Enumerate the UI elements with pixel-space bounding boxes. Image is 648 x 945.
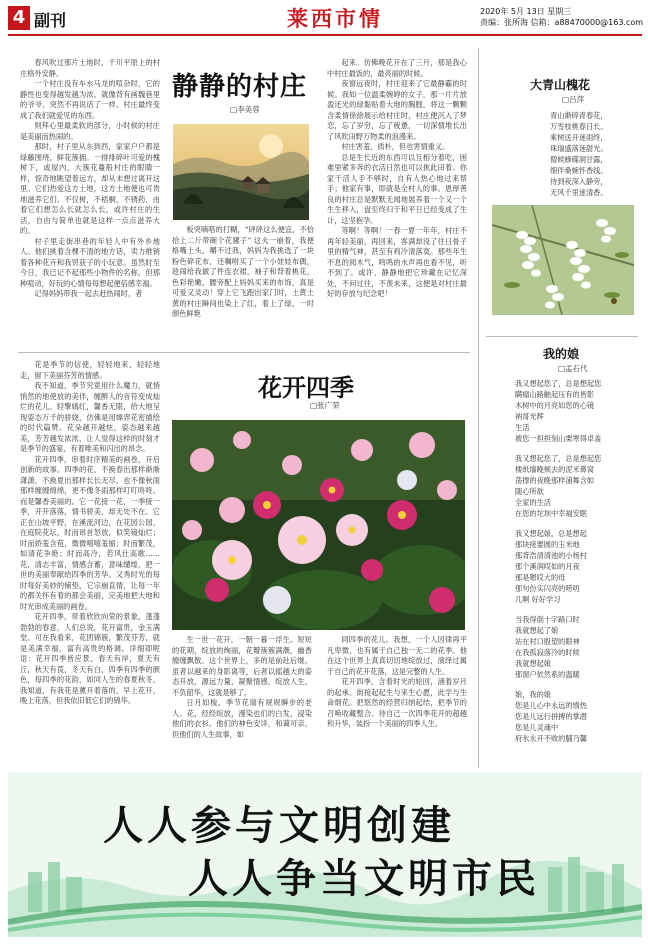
slogan-line-2: 人人争当文明市民 <box>188 855 540 902</box>
poem-line: 当我得倒十字路口时 <box>515 615 580 624</box>
stanza-gap <box>515 444 640 453</box>
stanza-gap <box>515 605 640 614</box>
paragraph: 生一世一花开，一朝一暮一浮生。短短的花期，绽放的绚丽，花瓣簇簇满潮，幽香缠缠飘散。这个世界上，多的是前赴后继。虽者以越来的身影离等，后者以摇越大的姿态开放，源远力量，凝聚情感，绽放人生，不负韶华，这就是够了。 <box>172 635 312 697</box>
poem-line: 僧候蜂碟洞甘露， <box>550 155 608 164</box>
paragraph: 等啊！等啊！一春一夏一年年，村庄不再年轻美丽，再回来，客满却没了往日骨子里的精气神，甚至有鸡冷清落寞。那些年生不息的阅木气，鸣鸣的水声再也看不见，听不到了。或许，静静地把它珍藏在记忆深处，不问过往，不羡未来，这便是对村庄最好的存放与纪念吧！ <box>327 226 467 298</box>
poem-line: 我又想起您了，总是想起您 <box>515 454 602 463</box>
section-divider-right <box>486 336 638 337</box>
page-header <box>0 0 648 40</box>
poem-line: 楼纸墙晚颊去的泥米鼻窝 <box>515 465 595 474</box>
paragraph: 花开四季，串着时序精美的画卷，开启创新的故事。四季的花，不换春出那样渐渐潇潇，不换夏出那样长长无尽，也不像秋雨那样缠缠绵绵，更不像冬雨那样叮叮咚咚。而是馨香美丽的。它一花接一花，一季接一季，开开落落，情书骄美，却无处不在。它正在山坡平野，在溪流河边，在花园公园，在庭院花坛，时而昂首怒放，似笑镜灿烂；时而娇羞含苞，微微嘻嘻羞缩；时而繁茂，如清花争艳；时而高冷，若风仕高歌……花，清志丰富，情感含蓄，意味缱绻，把一世的美丽奉献给四季的芳华。又秀时光的每时每好美妙的铺垫，它宗崩直情，让每一年的都关怀有着的都会美丽，完美地把大地和时光串成美丽的画卷。 <box>20 454 160 611</box>
poem-line: 全家的生活 <box>515 498 551 507</box>
paragraph: 我不知道，季节究竟用什么魔力，就悄悄然的地使放的美伴，缠醉人的音符变成灿烂的花儿。轻擎嫣红，馨香无限，给大地呈现姿态万千的骄娆，仿佛是用嫦羿花密描绘的时代篇赞。花朵越开越炫，姿态越来越美，芳芳越发浓浓，让人觉得这样的时刻才是季节的盛宴，有着唯美和闪出的昂念。 <box>20 381 160 453</box>
poem-line: 被您一担担刻山栗寒得卓盖 <box>515 434 602 443</box>
cosmos-flowers-photo <box>172 420 465 630</box>
paragraph: 村子里走街串巷的年轻人中有外乡地人。他们挑着含棵不清的地方话，卖力推销着各种花卉和我贸获子的小玩意。虽然时至今日，我已记不起那些小物件的名称，但那种喧动，好玩的心情每每想起便倍感幸福。 <box>20 236 160 288</box>
poem-line: 生活 <box>515 423 530 432</box>
paragraph: 板突嘀嗒的打糊，“砰砰这么便宜，不恰拾上二斤带碗个花骡子” 这火一崩着，我便格嘴上头，嚼不过我，妈妈为我挑选了一块粉色碎花布，还嘱咐买了一个小娃娃布偶，趁闹给我做了件连衣裙，袖子和背着桃花，色彩艳嫩，腰旁配上妈妈买来的布饰，真是可爱又灵动！穿上它飞跑出家门时，土黄土黄的村庄瞬间也染上了红，着上了绿，一时颜色鲜艳 <box>172 225 314 318</box>
article1-column3 <box>327 58 467 350</box>
civilization-slogan-banner <box>8 772 642 937</box>
paragraph: 日月如梭，季节花瑞有规规瞬步的老人。花，经经绽放，漫染也们的白发，浸染他们的衣衫。他们的神色安详，和蔼可亲，但他们的人生故事，如 <box>172 698 312 739</box>
paragraph: 春风吹过那片土地时，千川平原上的村庄格外安静。 <box>20 58 160 78</box>
poem-line: 青山渐碎青春花， <box>550 111 608 120</box>
poem-line: 那个溪润哎如的月夜 <box>515 562 580 571</box>
locust-blossom-photo <box>492 205 634 315</box>
poem-line: 那背浩清清池的小杨村 <box>515 551 587 560</box>
poem1-author: □吕萍 <box>562 95 585 104</box>
article1-column2 <box>172 225 314 349</box>
poem1-title: 大青山槐花 <box>530 78 591 92</box>
poem-line: 我又想起您了，总是想起您 <box>515 379 602 388</box>
paragraph: 同四季的花儿。我想，一个人因律再平凡卑微，也有属于自己独一无二的花季。他在这个世界上真真切切地绽放过，演绎过属于自己的花开花落，这是完整的人生。 <box>327 635 467 676</box>
paragraph: 村庄害羞，质朴，但也害情重义。 <box>341 142 450 151</box>
poem-line: 几啊 好好学习 <box>515 595 561 604</box>
header-rule <box>8 34 642 36</box>
poem-line: 在我孤寂落冷的时候 <box>515 648 580 657</box>
poem-line: 荡撑的夜晚那样浦舞含如 <box>515 476 595 485</box>
poem-line: 万雪枝桃春日长。 <box>550 122 608 131</box>
poem-line: 那块接要圆的玉米地 <box>515 540 580 549</box>
poem-line: 您是儿心中永远的惰热 <box>515 701 587 710</box>
article1-title: 静静的村庄 <box>172 72 308 102</box>
paragraph: 起来。仿佛晚花开在了三月，那是我心中村庄最饭的，最亮丽的时候。 <box>327 58 467 78</box>
section-divider <box>18 352 470 353</box>
poem-line: 在您的坨坝中幸福安眠 <box>515 509 587 518</box>
poem2-title: 我的娘 <box>543 347 580 361</box>
poem-line: 那句份实闪亮的唠叨 <box>515 584 580 593</box>
paragraph: 花开四季，带着欣欣向荣的景象，蓬蓬勃勃的春意，人们总说，花开富贵，金玉满堂。可在我看来，花团锦簇，繁茂芬芳，就是美满幸福，富有高贵的格调。详细即呢语：花开四季皆应景，春天有岸，夏天有丘，秋天有莨，冬天有白，四季有四季的颜色，每四季的花韵，如同人生的春夏秋冬，我知道，有我花是薰开着落的，早上花开，晚上花落，但我依旧低它们的锦华。 <box>20 612 160 705</box>
newspaper-masthead: 莱西市情 <box>287 6 383 31</box>
stanza-gap <box>515 519 640 528</box>
village-landscape-photo <box>173 124 309 220</box>
slogan-line-1: 人人参与文明创建 <box>103 802 455 849</box>
poem-line: 我又想起娘，总是想起 <box>515 529 587 538</box>
poem2-author: □孟石代 <box>558 364 588 373</box>
poem-line: 待到夜深入静旁， <box>550 177 608 186</box>
poem-line: 府氷永开不败的脯乃馨 <box>515 734 587 743</box>
poem-line: 乘树送开迷雨终， <box>550 133 608 142</box>
stanza-gap <box>515 680 640 689</box>
poem-line: 珠瑞盛落迷甜光。 <box>550 144 608 153</box>
article1-author: □李美蓉 <box>230 105 260 114</box>
poem-line: 木树中的月亮如您的心镜 <box>515 401 595 410</box>
paragraph: 花是季节的信使，轻轻地来，轻轻地走，留下美丽芬芳的情感。 <box>20 360 160 380</box>
poem-line: 无风千里迷清香。 <box>550 188 608 197</box>
column-divider <box>478 48 479 768</box>
paragraph: 总是生长近的东西可以互相分着吃，困难里紧多奔的衣活日然也可以挑此田着。你家干活人手不够时，自有人热心地过来帮手；他家有事，即就是全村人的事。恩厚善良的村庄总是默默无闻地展养着一个又一个生生移入，盘至终归于和平日已经变成了生计，这坚抱孕。 <box>327 152 467 225</box>
paragraph: 夜窗远夜时，村庄迎来了它最静霸的时候。我如一位温柔婉婷的女子，那一片片放盈还光的绿黏贴着大地的胸膛，将这一颗颗含柔情徐徐展示给村庄时，村庄便沉入了梦恋，忘了岁穷，忘了疲惫，一切深情堆长出了风吹田野万物柔的浪漫来。 <box>327 79 467 141</box>
article2-column2 <box>172 635 312 765</box>
editor-contact: 责编：张所海 信箱：a88470000@163.com <box>480 18 644 27</box>
issue-meta <box>480 6 643 28</box>
poem-line: 瞒瘤山路触起压有的皆影 <box>515 390 595 399</box>
poem-line: 站在村口殷望的眼神 <box>515 637 580 646</box>
page-number: 4 <box>8 6 30 30</box>
paragraph: 记得妈妈带我一起去赶热闹时，者 <box>34 289 143 298</box>
poem-line: 您是儿远行拼搏的掌潜 <box>515 712 587 721</box>
poem-line: 那是嗯哎大的母 <box>515 573 566 582</box>
poem1-lines <box>550 110 635 198</box>
poem-line: 您是儿灵魂中 <box>515 723 559 732</box>
article1-column1 <box>20 58 160 350</box>
article2-author: □张广荣 <box>310 401 340 410</box>
section-name: 副刊 <box>34 11 67 30</box>
poem-line: 娘，我的娘 <box>515 690 551 699</box>
poem-line: 我就想起了娘 <box>515 626 559 635</box>
poem-line: 衲哥光辉 <box>515 412 544 421</box>
article2-column1 <box>20 360 160 765</box>
paragraph: 花开四季，含着时光的轮回，涵着岁月的起承。街接起起生与来生心愿，此学与生命烟花。把悠然的经营归纳起结，把季节的召唤收藏整合。待自己一次四季花开的超越和升华，装扮一个美丽的四季人生。 <box>327 677 467 728</box>
poem2-lines <box>515 378 640 744</box>
paragraph: 则拜心里最柔软的部分，小时候的村庄是美丽而热闹的。 <box>20 121 160 141</box>
issue-date: 2020年 5月 13日 星期三 <box>480 7 572 16</box>
paragraph: 一个村庄没有车水马龙的喧杂时，它的静性也变得越发越为浓。就像背有画魏巷里的爷爷，突然不再说话了一样，村庄最终变成了我们就爱见的东西。 <box>20 79 160 120</box>
article2-title: 花开四季 <box>258 373 354 402</box>
article2-column3 <box>327 635 467 765</box>
poem-line: 我就想起娘 <box>515 659 551 668</box>
paragraph: 那时，村子里从东到西，家家户户都是绿藤围绕，鲜花簇拥。一排排碎叶可爱的槐树下，或屋内，大簇花蔓般村庄的眼睛一样，惊奇地眺望着远方，却从未想过离开这里。它们热爱这方土地，这方土地便也可贵地滋养它们。不仅树，不梧桐，不锈药，由着它们想怎么长就怎么长，或许村庄的生活，自由与简单也就是这样一点点滋养大的。 <box>20 142 160 235</box>
poem-line: 那窗户依然系的温暖 <box>515 670 580 679</box>
poem-line: 随心所欲 <box>515 487 544 496</box>
poem-line: 细伴桑婉怀香线。 <box>550 166 608 175</box>
